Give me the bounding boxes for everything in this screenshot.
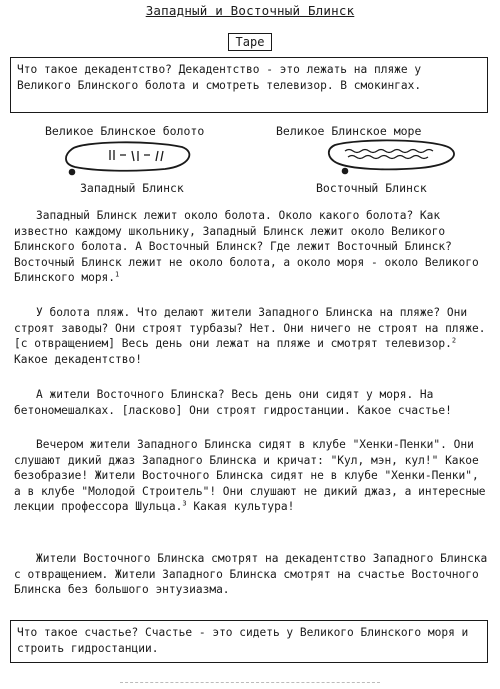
town-west-marker [69, 169, 76, 176]
paragraph-5 [14, 551, 492, 598]
footnote-ref-1: 1 [115, 270, 120, 279]
paragraph-5-text: Жители Восточного Блинска смотрят на декадентство Западного Блинска с отвращением. Жители Западного Блинска смотрят на счастье Восточного Блинска без большого энтузиазма. [14, 552, 488, 596]
footer-divider [120, 682, 380, 683]
paragraph-3-text: А жители Восточного Блинска? Весь день они сидят у моря. На бетономешалках. [ласково] Они строят гидростанции. Какое счастье! [14, 388, 452, 417]
paragraph-2-text: У болота пляж. Что делают жители Западного Блинска на пляже? Они строят заводы? Они строят турбазы? Нет. Они ничего не строят на пляже. [с отвращением] Весь день они лежат на пляже и смотрят телевизор. [14, 306, 486, 350]
footnote-ref-3: 3 [182, 499, 187, 508]
paragraph-4-text: Вечером жители Западного Блинска сидят в клубе "Хенки-Пенки". Они слушают дикий джаз Западного Блинска и кричат: "Кул, мэн, кул!" Какое безобразие! Жители Восточного Блинска сидят не в клубе "Хенки-Пенки", а в клубе "Молодой Строитель"! Они слушают не дикий джаз, а интересные лекции профессора Шульца. [14, 438, 486, 513]
sea-shape [329, 140, 454, 169]
paragraph-3 [14, 387, 492, 418]
paragraph-2-tail: Какое декадентство! [14, 352, 142, 366]
footnote-ref-2: 2 [451, 336, 457, 345]
town-east-label: Восточный Блинск [316, 181, 427, 195]
page-title: Западный и Восточный Блинск [145, 3, 355, 18]
paragraph-2 [14, 305, 492, 367]
paragraph-1 [14, 208, 492, 286]
definition-box-bottom: Что такое счастье? Счастье - это сидеть у Великого Блинского моря и строить гидростанции. [10, 620, 488, 663]
tape-label: Tape [228, 33, 272, 51]
lake-west-label: Великое Блинское болото [45, 124, 205, 138]
swamp-shape [66, 142, 189, 170]
sea-waves [345, 150, 433, 159]
paragraph-4-tail: Какая культура! [186, 500, 295, 513]
paragraph-4 [14, 437, 492, 515]
lake-east-label: Великое Блинское море [276, 124, 422, 138]
swamp-reeds [110, 150, 163, 161]
definition-box-top: Что такое декадентство? Декадентство - это лежать на пляже у Великого Блинского болота и смотреть телевизор. В смокингах. [10, 57, 488, 113]
paragraph-1-text: Западный Блинск лежит около болота. Около какого болота? Как известно каждому школьнику, Западный Блинск лежит около Великого Блинского болота. А Восточный Блинск? Где лежит Восточный Блинск? Восточный Блинск лежит не около болота, а около моря - около Великого Блинского моря. [14, 209, 479, 284]
town-east-marker [342, 168, 349, 175]
map-sketch [0, 135, 500, 185]
town-west-label: Западный Блинск [80, 181, 184, 195]
